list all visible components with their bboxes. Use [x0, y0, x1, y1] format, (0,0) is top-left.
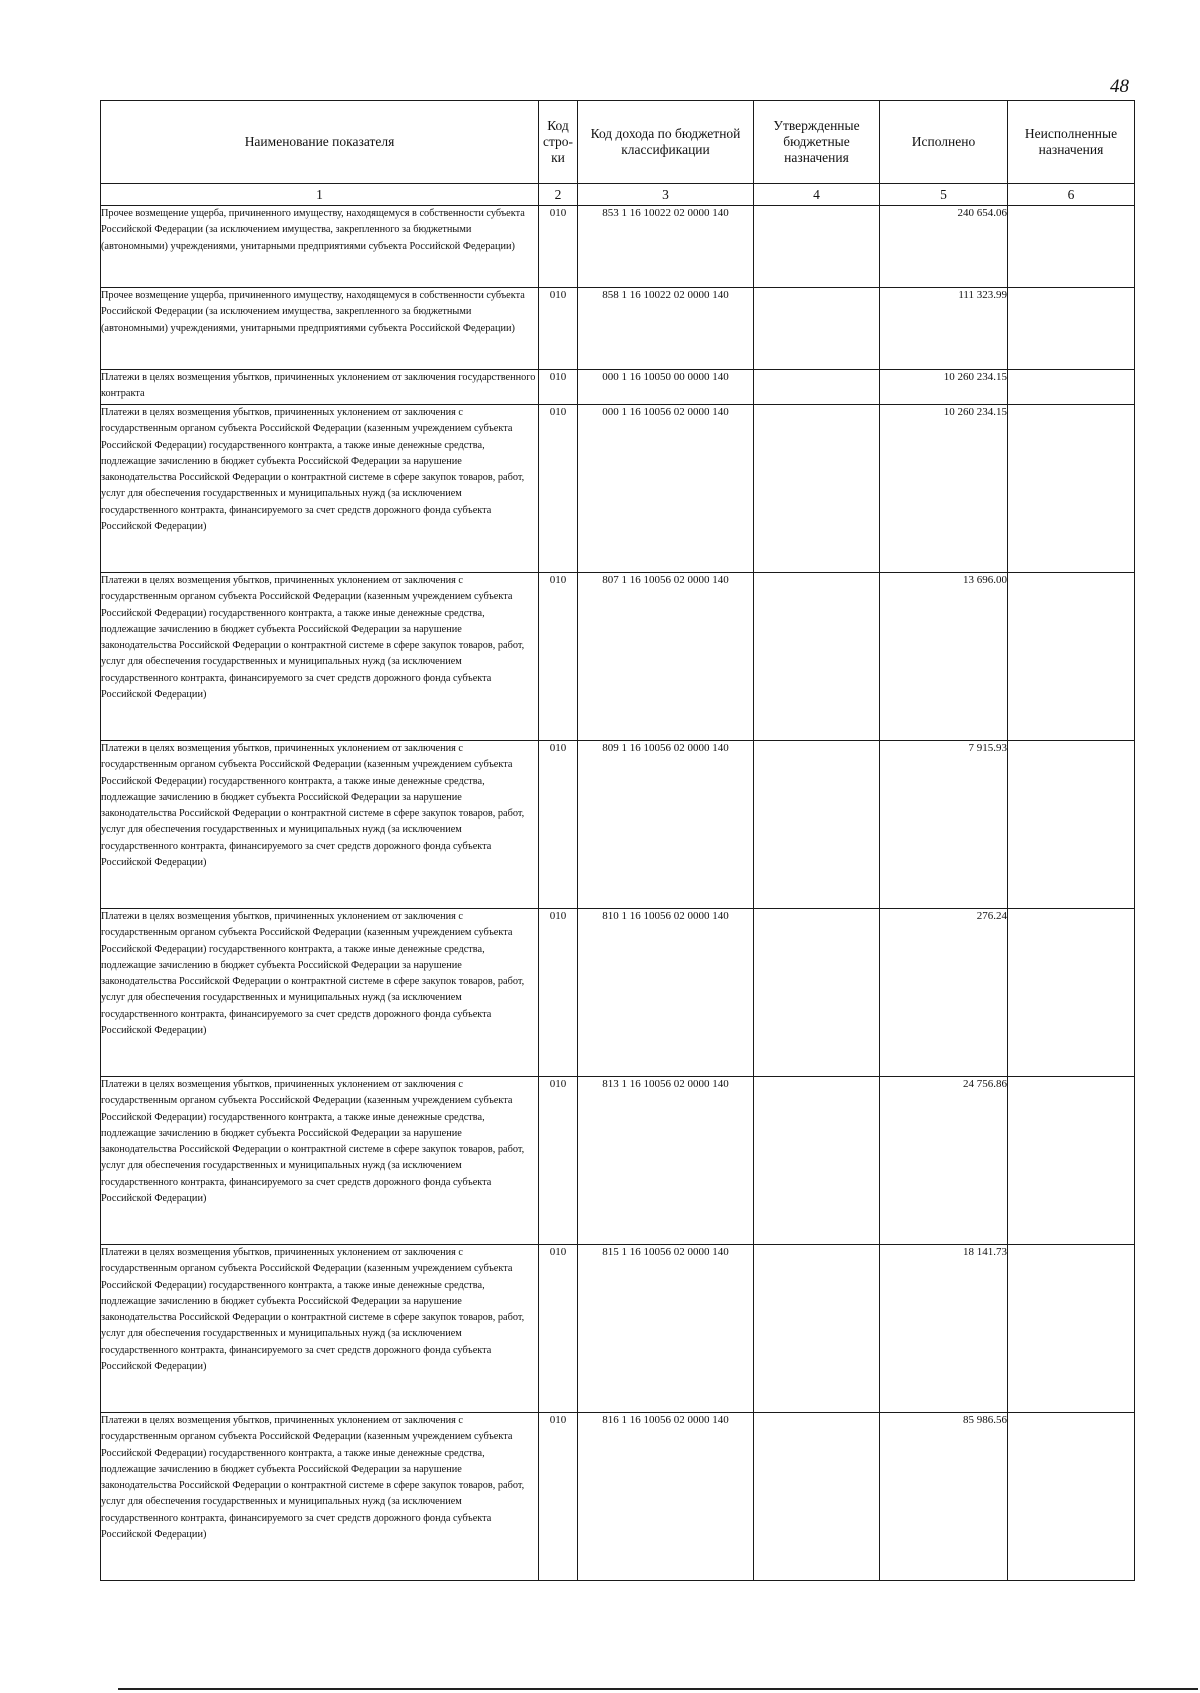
table-header-row [101, 101, 1135, 184]
income-code: 858 1 16 10022 02 0000 140 [578, 288, 754, 370]
table-row [101, 1245, 1135, 1413]
line-code: 010 [539, 370, 578, 405]
line-code: 010 [539, 1245, 578, 1413]
approved-amount [754, 1413, 880, 1581]
column-number: 2 [539, 184, 578, 206]
table-row [101, 405, 1135, 573]
approved-amount [754, 909, 880, 1077]
approved-amount [754, 288, 880, 370]
unexecuted-amount [1008, 288, 1135, 370]
table-row [101, 206, 1135, 288]
page-number: 48 [1110, 76, 1129, 97]
column-number-row [101, 184, 1135, 206]
table-row [101, 909, 1135, 1077]
executed-amount: 10 260 234.15 [880, 370, 1008, 405]
approved-amount [754, 405, 880, 573]
income-code: 000 1 16 10056 02 0000 140 [578, 405, 754, 573]
line-code: 010 [539, 741, 578, 909]
table-row [101, 1077, 1135, 1245]
column-number: 5 [880, 184, 1008, 206]
unexecuted-amount [1008, 1077, 1135, 1245]
unexecuted-amount [1008, 1413, 1135, 1581]
table-row [101, 741, 1135, 909]
approved-amount [754, 573, 880, 741]
indicator-name: Прочее возмещение ущерба, причиненного имуществу, находящемуся в собственности субъекта Российской Федерации (за исключением имущества, закрепленного за бюджетными (автономными) учреждениями, унитарными предприятиями субъекта Российской Федерации) [101, 288, 539, 370]
table-row [101, 573, 1135, 741]
line-code: 010 [539, 573, 578, 741]
approved-amount [754, 1077, 880, 1245]
indicator-name: Платежи в целях возмещения убытков, причиненных уклонением от заключения с государственным органом субъекта Российской Федерации (казенным учреждением субъекта Российской Федерации) государственного контракта, а также иные денежные средства, подлежащие зачислению в бюджет субъекта Российской Федерации за нарушение законодательства Российской Федерации о контрактной системе в сфере закупок товаров, работ, услуг для обеспечения государственных и муниципальных нужд (за исключением государственного контракта, финансируемого за счет средств дорожного фонда субъекта Российской Федерации) [101, 741, 539, 909]
column-number: 6 [1008, 184, 1135, 206]
column-number: 3 [578, 184, 754, 206]
unexecuted-amount [1008, 741, 1135, 909]
unexecuted-amount [1008, 573, 1135, 741]
line-code: 010 [539, 909, 578, 1077]
indicator-name: Платежи в целях возмещения убытков, причиненных уклонением от заключения с государственным органом субъекта Российской Федерации (казенным учреждением субъекта Российской Федерации) государственного контракта, а также иные денежные средства, подлежащие зачислению в бюджет субъекта Российской Федерации за нарушение законодательства Российской Федерации о контрактной системе в сфере закупок товаров, работ, услуг для обеспечения государственных и муниципальных нужд (за исключением государственного контракта, финансируемого за счет средств дорожного фонда субъекта Российской Федерации) [101, 1077, 539, 1245]
executed-amount: 276.24 [880, 909, 1008, 1077]
income-code: 809 1 16 10056 02 0000 140 [578, 741, 754, 909]
table-row [101, 370, 1135, 405]
executed-amount: 240 654.06 [880, 206, 1008, 288]
header-income-code: Код дохода по бюджетной классификации [578, 101, 754, 184]
table-row [101, 288, 1135, 370]
approved-amount [754, 370, 880, 405]
column-number: 4 [754, 184, 880, 206]
header-line-code: Код стро-ки [539, 101, 578, 184]
unexecuted-amount [1008, 405, 1135, 573]
approved-amount [754, 206, 880, 288]
executed-amount: 13 696.00 [880, 573, 1008, 741]
indicator-name: Платежи в целях возмещения убытков, причиненных уклонением от заключения с государственным органом субъекта Российской Федерации (казенным учреждением субъекта Российской Федерации) государственного контракта, а также иные денежные средства, подлежащие зачислению в бюджет субъекта Российской Федерации за нарушение законодательства Российской Федерации о контрактной системе в сфере закупок товаров, работ, услуг для обеспечения государственных и муниципальных нужд (за исключением государственного контракта, финансируемого за счет средств дорожного фонда субъекта Российской Федерации) [101, 1245, 539, 1413]
table-row [101, 1413, 1135, 1581]
income-code: 000 1 16 10050 00 0000 140 [578, 370, 754, 405]
executed-amount: 7 915.93 [880, 741, 1008, 909]
income-code: 813 1 16 10056 02 0000 140 [578, 1077, 754, 1245]
unexecuted-amount [1008, 909, 1135, 1077]
indicator-name: Платежи в целях возмещения убытков, причиненных уклонением от заключения с государственным органом субъекта Российской Федерации (казенным учреждением субъекта Российской Федерации) государственного контракта, а также иные денежные средства, подлежащие зачислению в бюджет субъекта Российской Федерации за нарушение законодательства Российской Федерации о контрактной системе в сфере закупок товаров, работ, услуг для обеспечения государственных и муниципальных нужд (за исключением государственного контракта, финансируемого за счет средств дорожного фонда субъекта Российской Федерации) [101, 1413, 539, 1581]
executed-amount: 10 260 234.15 [880, 405, 1008, 573]
income-code: 815 1 16 10056 02 0000 140 [578, 1245, 754, 1413]
income-code: 853 1 16 10022 02 0000 140 [578, 206, 754, 288]
line-code: 010 [539, 1413, 578, 1581]
executed-amount: 111 323.99 [880, 288, 1008, 370]
executed-amount: 18 141.73 [880, 1245, 1008, 1413]
indicator-name: Прочее возмещение ущерба, причиненного имуществу, находящемуся в собственности субъекта Российской Федерации (за исключением имущества, закрепленного за бюджетными (автономными) учреждениями, унитарными предприятиями субъекта Российской Федерации) [101, 206, 539, 288]
line-code: 010 [539, 1077, 578, 1245]
header-approved: Утвержденные бюджетные назначения [754, 101, 880, 184]
header-unexecuted: Неисполненные назначения [1008, 101, 1135, 184]
executed-amount: 24 756.86 [880, 1077, 1008, 1245]
unexecuted-amount [1008, 370, 1135, 405]
executed-amount: 85 986.56 [880, 1413, 1008, 1581]
approved-amount [754, 741, 880, 909]
income-code: 816 1 16 10056 02 0000 140 [578, 1413, 754, 1581]
column-number: 1 [101, 184, 539, 206]
indicator-name: Платежи в целях возмещения убытков, причиненных уклонением от заключения с государственным органом субъекта Российской Федерации (казенным учреждением субъекта Российской Федерации) государственного контракта, а также иные денежные средства, подлежащие зачислению в бюджет субъекта Российской Федерации за нарушение законодательства Российской Федерации о контрактной системе в сфере закупок товаров, работ, услуг для обеспечения государственных и муниципальных нужд (за исключением государственного контракта, финансируемого за счет средств дорожного фонда субъекта Российской Федерации) [101, 405, 539, 573]
line-code: 010 [539, 405, 578, 573]
budget-report-table [100, 100, 1135, 1581]
page-bottom-rule [118, 1688, 1198, 1690]
unexecuted-amount [1008, 206, 1135, 288]
indicator-name: Платежи в целях возмещения убытков, причиненных уклонением от заключения с государственным органом субъекта Российской Федерации (казенным учреждением субъекта Российской Федерации) государственного контракта, а также иные денежные средства, подлежащие зачислению в бюджет субъекта Российской Федерации за нарушение законодательства Российской Федерации о контрактной системе в сфере закупок товаров, работ, услуг для обеспечения государственных и муниципальных нужд (за исключением государственного контракта, финансируемого за счет средств дорожного фонда субъекта Российской Федерации) [101, 573, 539, 741]
line-code: 010 [539, 288, 578, 370]
header-executed: Исполнено [880, 101, 1008, 184]
income-code: 810 1 16 10056 02 0000 140 [578, 909, 754, 1077]
indicator-name: Платежи в целях возмещения убытков, причиненных уклонением от заключения государственного контракта [101, 370, 539, 405]
header-indicator-name: Наименование показателя [101, 101, 539, 184]
income-code: 807 1 16 10056 02 0000 140 [578, 573, 754, 741]
indicator-name: Платежи в целях возмещения убытков, причиненных уклонением от заключения с государственным органом субъекта Российской Федерации (казенным учреждением субъекта Российской Федерации) государственного контракта, а также иные денежные средства, подлежащие зачислению в бюджет субъекта Российской Федерации за нарушение законодательства Российской Федерации о контрактной системе в сфере закупок товаров, работ, услуг для обеспечения государственных и муниципальных нужд (за исключением государственного контракта, финансируемого за счет средств дорожного фонда субъекта Российской Федерации) [101, 909, 539, 1077]
unexecuted-amount [1008, 1245, 1135, 1413]
line-code: 010 [539, 206, 578, 288]
approved-amount [754, 1245, 880, 1413]
